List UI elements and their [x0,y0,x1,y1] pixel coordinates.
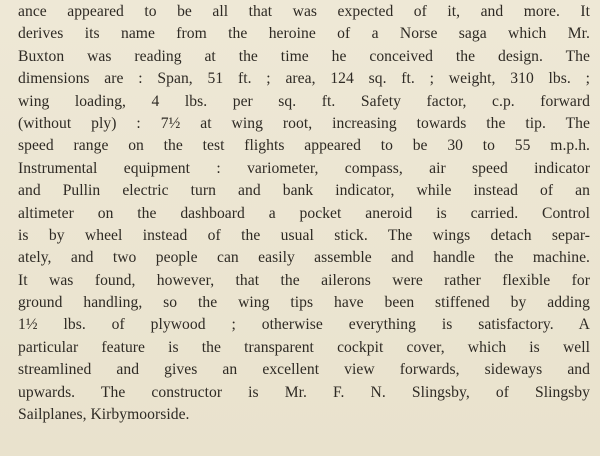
text-line: altimeter on the dashboard a pocket aneroid is carried. Control [18,204,590,222]
text-line: 1½ lbs. of plywood ; otherwise everything is satisfactory. A [18,316,590,334]
text-line: ately, and two people can easily assemble and handle the machine. [18,249,590,267]
text-line: speed range on the test flights appeared to be 30 to 55 m.p.h. [18,137,590,155]
text-line: ance appeared to be all that was expected of it, and more. It [18,3,590,20]
text-line: derives its name from the heroine of a Norse saga which Mr. [18,25,590,43]
text-line: streamlined and gives an excellent view forwards, sideways and [18,361,590,379]
text-line: dimensions are : Span, 51 ft. ; area, 124 sq. ft. ; weight, 310 lbs. ; [18,70,590,88]
text-line-last: Sailplanes, Kirbymoorside. [18,406,190,424]
text-line: (without ply) : 7½ at wing root, increasing towards the tip. The [18,114,590,132]
text-line: wing loading, 4 lbs. per sq. ft. Safety factor, c.p. forward [18,92,590,110]
text-line: ground handling, so the wing tips have been stiffened by adding [18,294,590,312]
text-line: Buxton was reading at the time he conceived the design. The [18,47,590,65]
text-line: upwards. The constructor is Mr. F. N. Slingsby, of Slingsby [18,383,590,401]
article-paragraph [18,1,590,426]
text-line: It was found, however, that the ailerons were rather flexible for [18,271,590,289]
text-line: particular feature is the transparent cockpit cover, which is well [18,338,590,356]
text-line: and Pullin electric turn and bank indicator, while instead of an [18,182,590,200]
text-line: Instrumental equipment : variometer, compass, air speed indicator [18,159,590,177]
text-line: is by wheel instead of the usual stick. The wings detach separ- [18,226,590,244]
